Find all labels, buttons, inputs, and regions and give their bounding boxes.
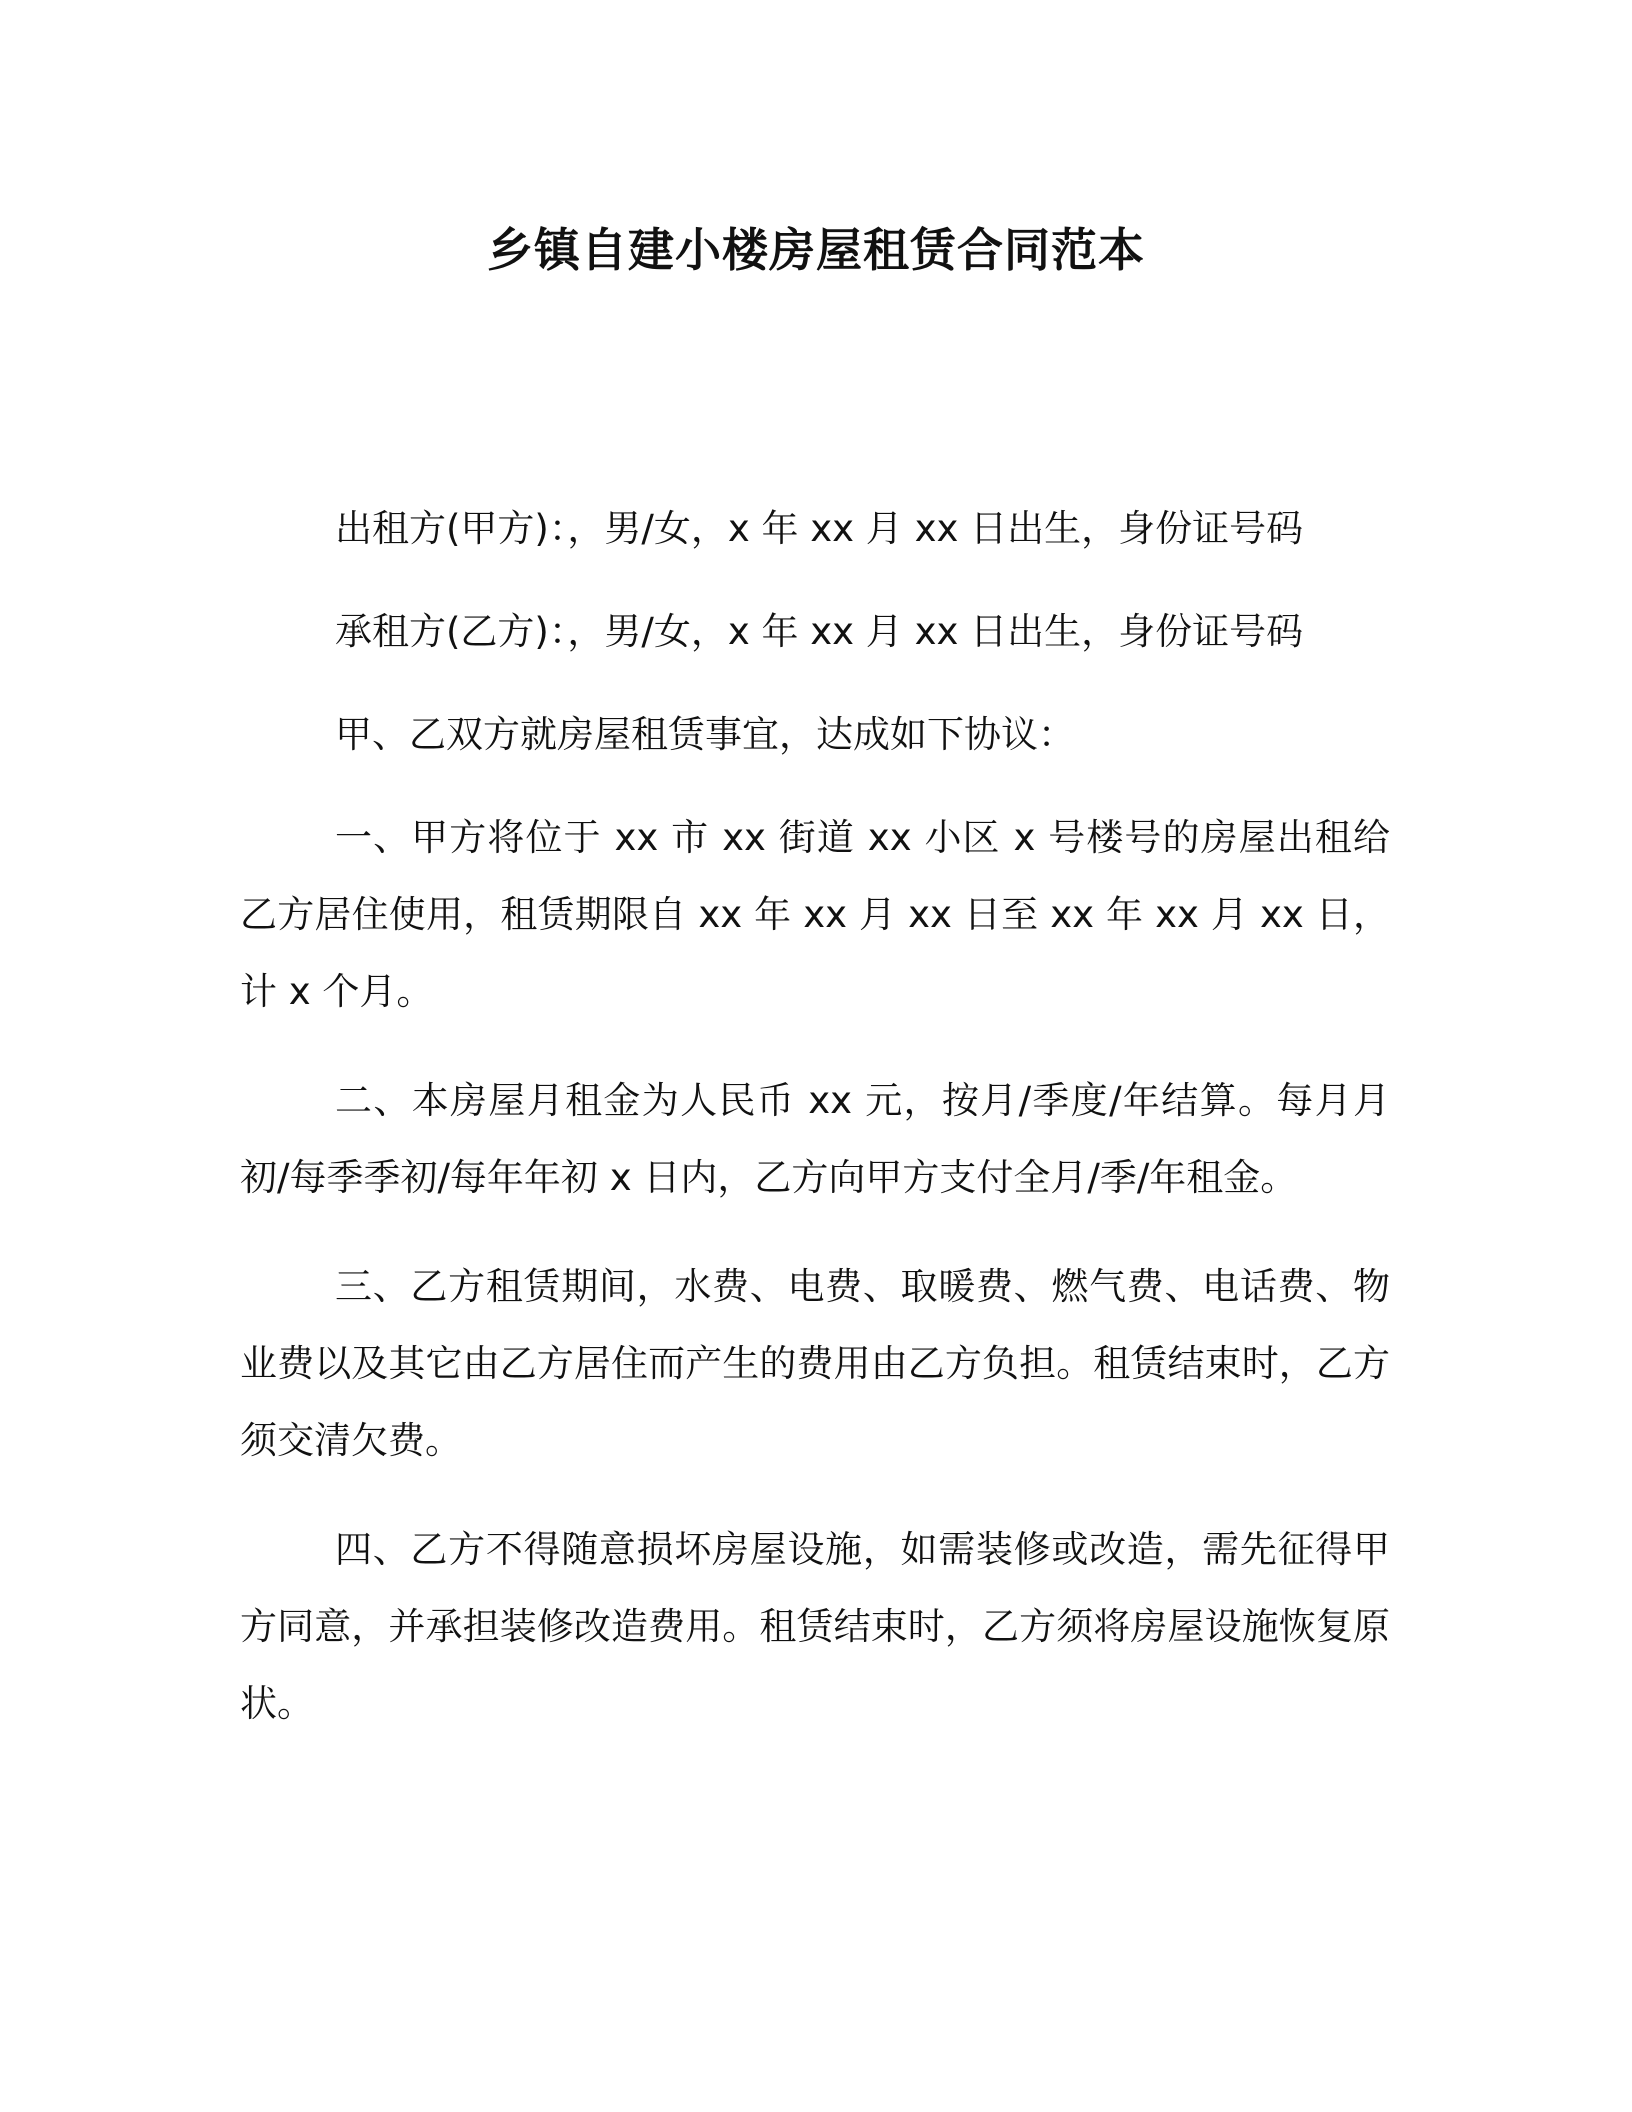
lessor-line: 出租方(甲方)：，男/女，x 年 xx 月 xx 日出生，身份证号码 (335, 507, 1304, 550)
clause-4: 四、乙方不得随意损坏房屋设施，如需装修或改造，需先征得甲方同意，并承担装修改造费用。租赁结束时，乙方须将房屋设施恢复原状。 (240, 1528, 1390, 1725)
lessee-line: 承租方(乙方)：，男/女，x 年 xx 月 xx 日出生，身份证号码 (335, 610, 1304, 653)
document-title: 乡镇自建小楼房屋租赁合同范本 (487, 223, 1145, 277)
clause-1: 一、甲方将位于 xx 市 xx 街道 xx 小区 x 号楼号的房屋出租给乙方居住使用，租赁期限自 xx 年 xx 月 xx 日至 xx 年 xx 月 xx 日，计 x 个月。 (240, 816, 1390, 1013)
document-body (240, 490, 1390, 1742)
agreement-intro: 甲、乙双方就房屋租赁事宜，达成如下协议： (335, 713, 1075, 756)
clause-2: 二、本房屋月租金为人民币 xx 元，按月/季度/年结算。每月月初/每季季初/每年年初 x 日内，乙方向甲方支付全月/季/年租金。 (240, 1079, 1390, 1199)
clause-3: 三、乙方租赁期间，水费、电费、取暖费、燃气费、电话费、物业费以及其它由乙方居住而产生的费用由乙方负担。租赁结束时，乙方须交清欠费。 (240, 1265, 1390, 1462)
